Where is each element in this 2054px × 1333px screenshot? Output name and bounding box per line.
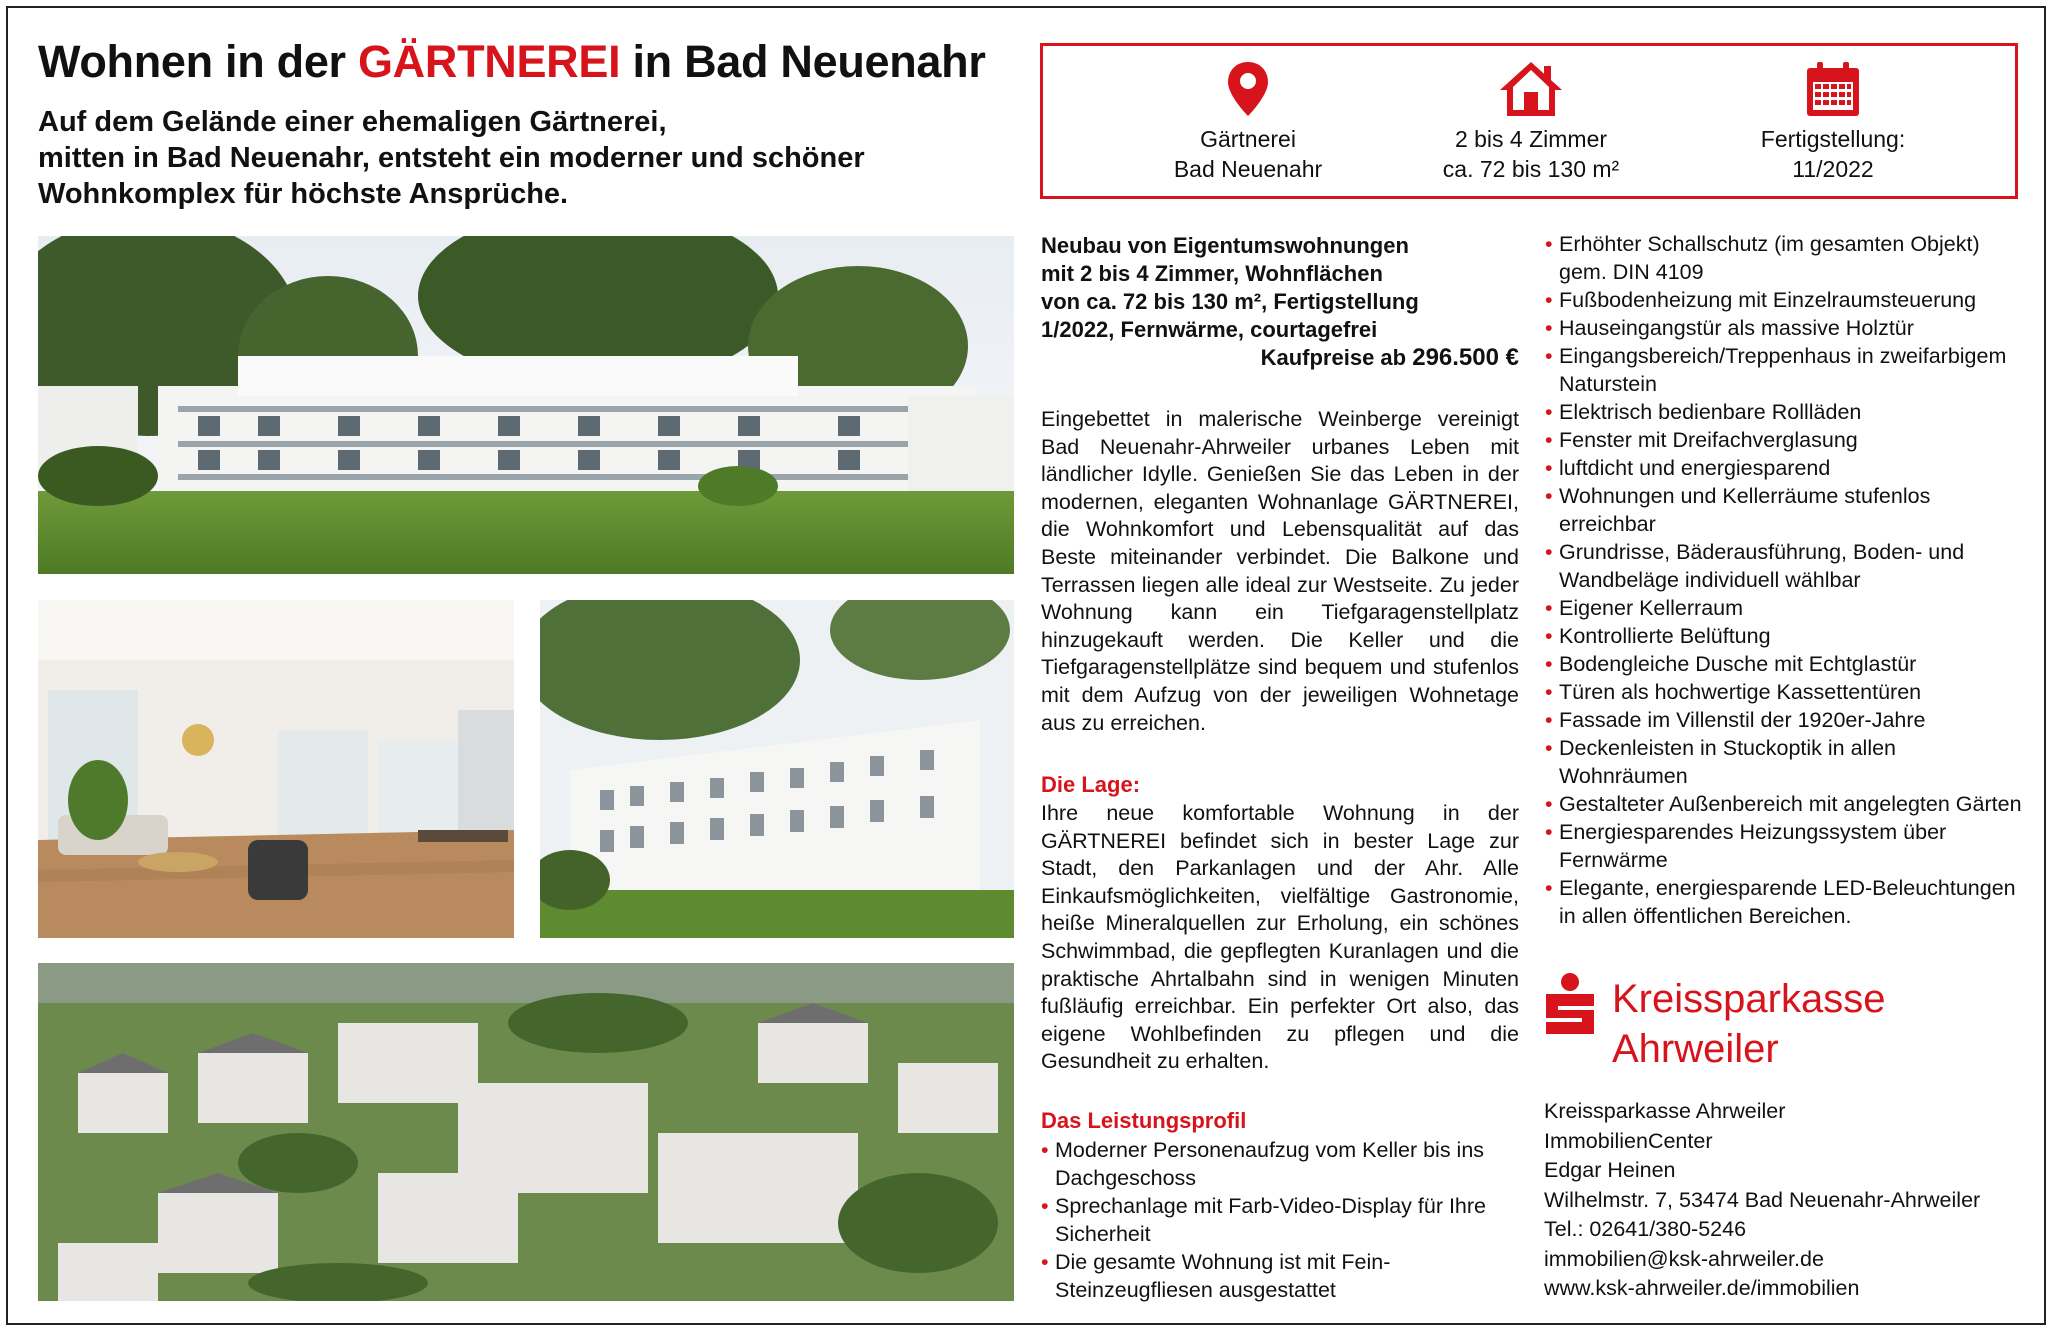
features-heading: Das Leistungsprofil (1041, 1108, 1247, 1133)
list-item: • Die gesamte Wohnung ist mit Fein-Steinzeugfliesen ausgestattet (1041, 1248, 1521, 1304)
contact-person: Edgar Heinen (1544, 1158, 1676, 1182)
location-line-1: Gärtnerei (1200, 126, 1296, 152)
list-item: • Kontrollierte Belüftung (1545, 622, 2025, 650)
photo-white-building (540, 600, 1014, 938)
logo-line-1: Kreissparkasse (1612, 977, 1886, 1021)
list-item: • luftdicht und energiesparend (1545, 454, 2025, 482)
list-item: • Fußbodenheizung mit Einzelraumsteuerung (1545, 286, 2025, 314)
title-part-2: in Bad Neuenahr (620, 36, 986, 87)
location-fact (1098, 60, 1398, 184)
price-label: Kaufpreise ab (1260, 345, 1407, 370)
completion-line-2: 11/2022 (1792, 156, 1874, 182)
list-item: • Türen als hochwertige Kassettentüren (1545, 678, 2025, 706)
intro-line: mit 2 bis 4 Zimmer, Wohnflächen (1041, 261, 1383, 286)
list-item: • Deckenleisten in Stuckoptik in allen Wohnräumen (1545, 734, 2025, 790)
list-item: • Fassade im Villenstil der 1920er-Jahre (1545, 706, 2025, 734)
title-highlight: GÄRTNEREI (357, 36, 621, 87)
logo-wordmark (1612, 974, 1885, 1074)
photo-building-exterior (38, 236, 1014, 574)
contact-website[interactable]: www.ksk-ahrweiler.de/immobilien (1544, 1276, 1860, 1300)
key-facts-box (1040, 43, 2018, 199)
price-line (1041, 344, 1519, 372)
calendar-icon (1805, 60, 1861, 118)
price-value: 296.500 € (1412, 344, 1519, 371)
list-item: • Sprechanlage mit Farb-Video-Display für Ihre Sicherheit (1041, 1192, 1521, 1248)
house-icon (1498, 60, 1564, 118)
contact-department: ImmobilienCenter (1544, 1128, 1713, 1153)
page-title (38, 36, 986, 88)
contact-address: Wilhelmstr. 7, 53474 Bad Neuenahr-Ahrweiler (1544, 1187, 1981, 1212)
description-text: Eingebettet in malerische Weinberge vereinigt Bad Neuenahr-Ahrweiler urbanes Leben mit ländlicher Idylle. Genießen Sie das Leben in der modernen, eleganten Wohnanlage GÄRTNEREI, die Wohnkomfort und Lebensqualität auf das Beste miteinander verbindet. Die Balkone und Terrassen liegen alle ideal zur Westseite. Zu jeder Wohnung kann ein Tiefgaragenstellplatz hinzugekauft werden. Die Keller und die Tiefgaragenstellplätze sind bequem und stufenlos mit dem Aufzug von der jeweiligen Wohnetage aus zu erreichen. (1041, 407, 1519, 735)
intro-line: Neubau von Eigentumswohnungen (1041, 233, 1409, 258)
list-item: • Elektrisch bedienbare Rollläden (1545, 398, 2025, 426)
photo-interior (38, 600, 514, 938)
subtitle-line: mitten in Bad Neuenahr, entsteht ein moderner und schöner (38, 142, 865, 174)
title-part-1: Wohnen in der (38, 36, 358, 87)
location-text: Ihre neue komfortable Wohnung in der GÄRTNEREI befindet sich in bester Lage zur Stadt, den Parkanlagen und der Ahr. Alle Einkaufsmöglichkeiten, vielfältige Gastronomie, heiße Mineralquellen zur Erholung, ein schönes Schwimmbad, die gepflegten Kuranlagen und die praktische Ahrtalbahn sind in wenigen Minuten fußläufig erreichbar. Ein perfekter Ort also, das eigene Wohlbefinden zu pflegen und die Gesundheit zu erhalten. (1041, 801, 1519, 1074)
list-item: • Elegante, energiesparende LED-Beleuchtungen in allen öffentlichen Bereichen. (1545, 874, 2025, 930)
list-item: • Eigener Kellerraum (1545, 594, 2025, 622)
completion-fact (1683, 60, 1983, 184)
completion-line-1: Fertigstellung: (1760, 126, 1906, 152)
photo-aerial-view (38, 963, 1014, 1301)
logo-line-2: Ahrweiler (1612, 1027, 1779, 1071)
contact-email[interactable]: immobilien@ksk-ahrweiler.de (1544, 1246, 1824, 1271)
intro-line: von ca. 72 bis 130 m², Fertigstellung (1041, 289, 1419, 314)
list-item: • Gestalteter Außenbereich mit angelegten Gärten (1545, 790, 2025, 818)
list-item: • Bodengleiche Dusche mit Echtglastür (1545, 650, 2025, 678)
map-pin-icon (1226, 60, 1270, 118)
offer-intro (1041, 232, 1519, 372)
list-item: • Hauseingangstür als massive Holztür (1545, 314, 2025, 342)
contact-bank: Kreissparkasse Ahrweiler (1544, 1099, 1786, 1123)
list-item: • Moderner Personenaufzug vom Keller bis ins Dachgeschoss (1041, 1136, 1521, 1192)
list-item: • Grundrisse, Bäderausführung, Boden- und Wandbeläge individuell wählbar (1545, 538, 2025, 594)
contact-block (1544, 1097, 2024, 1304)
feature-list (1545, 230, 2025, 930)
subtitle-line: Auf dem Gelände einer ehemaligen Gärtnerei, (38, 106, 667, 138)
rooms-fact (1381, 60, 1681, 184)
list-item: • Energiesparendes Heizungssystem über Fernwärme (1545, 818, 2025, 874)
location-heading: Die Lage: (1041, 772, 1141, 797)
list-item: • Wohnungen und Kellerräume stufenlos erreichbar (1545, 482, 2025, 538)
list-item: • Fenster mit Dreifachverglasung (1545, 426, 2025, 454)
sparkasse-logo (1540, 972, 1960, 1102)
leistungsprofil-list (1041, 1136, 1521, 1304)
list-item: • Eingangsbereich/Treppenhaus in zweifarbigem Naturstein (1545, 342, 2025, 398)
sparkasse-s-icon (1540, 972, 1600, 1038)
subtitle (38, 104, 1018, 212)
list-item: • Erhöhter Schallschutz (im gesamten Objekt) gem. DIN 4109 (1545, 230, 2025, 286)
contact-phone: Tel.: 02641/380-5246 (1544, 1217, 1747, 1241)
intro-line: 1/2022, Fernwärme, courtagefrei (1041, 317, 1378, 342)
rooms-line-2: ca. 72 bis 130 m² (1442, 156, 1620, 182)
subtitle-line: Wohnkomplex für höchste Ansprüche. (38, 178, 569, 210)
location-line-2: Bad Neuenahr (1173, 156, 1323, 182)
rooms-line-1: 2 bis 4 Zimmer (1454, 126, 1608, 152)
